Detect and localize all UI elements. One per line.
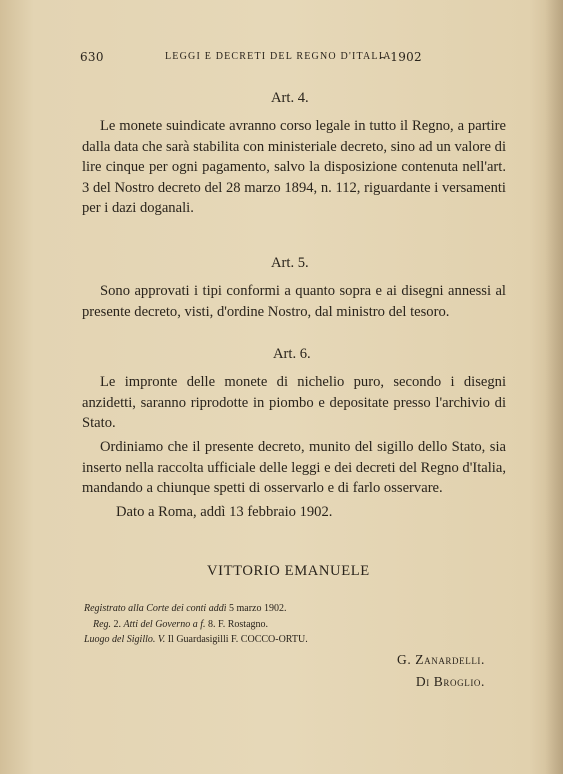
registration-line-3-rest: Il Guardasigilli F. COCCO-ORTU. (167, 634, 308, 645)
registration-line-1 (84, 601, 308, 617)
registration-line-2-reg: Reg. (93, 618, 112, 630)
closing-body (82, 437, 506, 522)
article-6-text: Le impronte delle monete di nichelio puro, secondo i disegni anzidetti, saranno riprodotte in piombo e depositate presso l'archivio di Stato. (82, 374, 506, 431)
royal-signature: VITTORIO EMANUELE (207, 563, 370, 579)
article-5-body (82, 281, 506, 322)
page-number: 630 (80, 50, 104, 64)
closing-date-text: Dato a Roma, addì 13 febbraio 1902. (116, 503, 333, 520)
article-4-text: Le monete suindicate avranno corso legale in tutto il Regno, a partire dalla data che sarà stabilita con ministeriale decreto, sino ad un valore di lire cinque per ogni pagamento, salvo la disposizione contenuta nell'art. 3 del Nostro decreto del 28 marzo 1894, n. 112, riguardante i versamenti per i dazi doganali. (82, 118, 506, 216)
registration-line-3-italic: Luogo del Sigillo. V. (84, 634, 166, 645)
registration-line-2 (84, 617, 308, 633)
countersign-zanardelli: G. Zanardelli. (396, 652, 485, 667)
article-6-body (82, 372, 506, 434)
article-5-text: Sono approvati i tipi conformi a quanto sopra e ai disegni annessi al presente decreto, visti, d'ordine Nostro, dal ministro del tesoro. (82, 283, 506, 320)
article-4-heading: Art. 4. (271, 90, 309, 106)
closing-order-text: Ordiniamo che il presente decreto, munito del sigillo dello Stato, sia inserto nella raccolta ufficiale delle leggi e dei decreti del Regno d'Italia, mandando a chiunque spetti di osservarlo e di farlo osservare. (82, 439, 506, 496)
article-6-heading: Art. 6. (273, 346, 311, 362)
page-edge-shadow (545, 0, 563, 774)
registration-line-1-italic: Registrato alla Corte dei conti addì (84, 603, 227, 614)
running-head-year: – 1902 (379, 50, 422, 64)
running-head-title: LEGGI E DECRETI DEL REGNO D'ITALIA (165, 51, 392, 62)
registration-line-2-number: 2. (113, 618, 122, 630)
registration-line-3 (84, 632, 308, 648)
article-5-heading: Art. 5. (271, 255, 309, 271)
registration-note (84, 601, 308, 648)
registration-line-2-rest: 8. F. Rostagno. (207, 618, 269, 630)
countersign-di-broglio: Di Broglio. (415, 674, 485, 689)
registration-line-1-date: 5 marzo 1902. (229, 603, 287, 614)
article-4-body (82, 116, 506, 219)
registration-line-2-italic: Atti del Governo a f. (123, 618, 206, 630)
